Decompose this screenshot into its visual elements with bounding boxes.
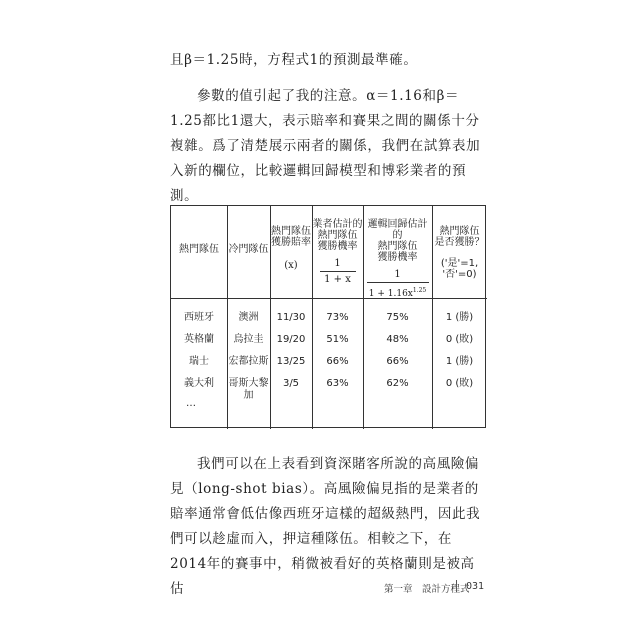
paragraph-parameters: 參數的值引起了我的注意。α＝1.16和β＝1.25都比1還大，表示賠率和賽果之間的關係十分複雜。爲了清楚展示兩者的關係，我們在試算表加入新的欄位，比較邏輯回歸模型和博彩業者的預測。 [170,88,481,204]
table-cell: 澳洲 [238,312,259,323]
table-cell: 11/30 [276,312,306,323]
table-cell: 烏拉圭 [233,334,264,345]
comparison-table [170,205,486,428]
table-cell: 西班牙 [184,312,214,323]
table-cell: 62% [386,378,409,389]
table-cell: 瑞士 [189,356,209,367]
table-cell: 66% [386,356,409,367]
table-cell: 73% [326,312,349,323]
table-cell: 宏都拉斯 [228,356,269,367]
table-cell: 3/5 [282,378,300,389]
header-underdog: 冷門隊伍 [228,244,269,255]
header-odds: 熱門隊伍 獲勝賠率 (x) [271,226,311,271]
table-ellipsis: … [186,398,196,409]
header-bookie-prob: 業者估計的 熱門隊伍 獲勝機率 1 1 + x [312,219,363,285]
table-cell: 1 (勝) [445,312,474,323]
running-footer-chapter: 第一章 設計方程式 [384,584,470,595]
table-cell: 66% [326,356,349,367]
header-won: 熱門隊伍 是否獲勝？ ('是'=1, '否'=0) [434,226,485,280]
header-logit-prob: 邏輯回歸估計的 熱門隊伍 獲勝機率 1 $1 + 1.16x^{1.25}$ [367,219,428,299]
table-cell: 19/20 [276,334,306,345]
header-favorite: 熱門隊伍 [179,244,219,255]
page-number: 031 [466,581,485,592]
table-cell: 英格蘭 [184,334,214,345]
table-cell: 1 (勝) [445,356,474,367]
paragraph-longshot-bias: 我們可以在上表看到資深賭客所說的高風險偏見（long-shot bias）。高風險偏見指的是業者的賠率通常會低估像西班牙這樣的超級熱門，因此我們可以趁虛而入，押這種隊伍。相較之下，在2014年的賽事中，稍微被看好的英格蘭則是被高估 [170,456,481,597]
table-cell: 義大利 [184,378,214,389]
table-cell: 0 (敗) [445,378,474,389]
table-cell: 51% [326,334,349,345]
table-cell: 0 (敗) [445,334,474,345]
table-cell: 75% [386,312,409,323]
footer-divider [456,580,457,592]
table-cell: 哥斯大黎加 [228,378,269,401]
table-cell: 63% [326,378,349,389]
paragraph-continuation: 且β＝1.25時，方程式1的預測最準確。 [170,52,418,68]
table-cell: 48% [386,334,409,345]
table-cell: 13/25 [276,356,306,367]
